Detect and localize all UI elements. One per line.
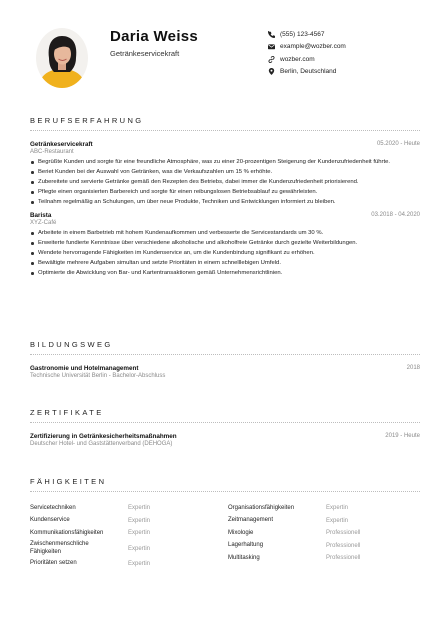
skill-row xyxy=(30,515,220,528)
skill-row xyxy=(228,502,418,515)
skill-name: Mixologie xyxy=(228,529,254,536)
location-icon xyxy=(268,68,280,75)
experience-entry xyxy=(30,141,420,206)
section-divider xyxy=(30,130,420,131)
bullet-item: Teilnahm regelmäßig an Schulungen, um über neue Produkte, Techniken und Entwicklungen informiert zu bleiben. xyxy=(30,198,420,206)
section-divider xyxy=(30,422,420,423)
candidate-name: Daria Weiss xyxy=(110,28,199,45)
entry-title: Zertifizierung in Getränkesicherheitsmaßnahmen xyxy=(30,433,177,440)
entry-date: 03.2018 - 04.2020 xyxy=(371,212,420,218)
skill-level: Professionell xyxy=(326,555,361,562)
experience-section xyxy=(30,116,420,279)
experience-entry xyxy=(30,212,420,277)
section-title: BILDUNGSWEG xyxy=(30,340,113,349)
section-divider xyxy=(30,491,420,492)
skill-name: Kommunikationsfähigkeiten xyxy=(30,529,104,536)
entry-title: Getränkeservicekraft xyxy=(30,141,93,148)
contact-phone xyxy=(268,28,428,41)
skill-name: Multitasking xyxy=(228,554,260,561)
skill-name: Prioritäten setzen xyxy=(30,560,77,566)
skill-level: Professionell xyxy=(326,542,361,549)
profile-photo xyxy=(36,28,88,88)
contact-email-text[interactable]: example@wozber.com xyxy=(280,43,346,51)
bullet-item: Zubereitete und servierte Getränke gemäß den Rezepten des Betriebs, dabei immer die Kundenzufriedenheit priorisierend. xyxy=(30,178,420,186)
skills-grid xyxy=(30,502,420,582)
resume-header xyxy=(30,24,420,94)
certificates-section xyxy=(30,408,420,447)
skill-row xyxy=(30,558,220,571)
contact-list xyxy=(268,28,428,78)
contact-location xyxy=(268,66,428,79)
candidate-role: Getränkeservicekraft xyxy=(110,49,180,58)
certificate-entry xyxy=(30,433,420,447)
skill-row xyxy=(228,527,418,540)
email-icon xyxy=(268,43,280,50)
skill-level: Expertin xyxy=(326,517,349,524)
section-divider xyxy=(30,354,420,355)
bullet-item: Bewältigte mehrere Aufgaben simultan und setzte Prioritäten in einem schnelllebigen Umfeld. xyxy=(30,259,420,267)
skill-row xyxy=(30,502,220,515)
bullet-item: Beriet Kunden bei der Auswahl von Getränken, was die Verkaufszahlen um 15 % erhöhte. xyxy=(30,168,420,176)
contact-website-text[interactable]: wozber.com xyxy=(280,55,315,63)
entry-title: Gastronomie und Hotelmanagement xyxy=(30,365,139,372)
contact-phone-text: (555) 123-4567 xyxy=(280,30,325,38)
entry-institution: Technische Universität Berlin - Bachelor-Abschluss xyxy=(30,373,166,379)
skill-name: Lagerhaltung xyxy=(228,542,264,548)
phone-icon xyxy=(268,31,280,38)
entry-company: XYZ-Café xyxy=(30,220,57,226)
entry-issuer: Deutscher Hotel- und Gaststättenverband (DEHOGA) xyxy=(30,441,173,447)
entry-title: Barista xyxy=(30,212,52,219)
bullet-item: Optimierte die Abwicklung von Bar- und Kartentransaktionen gemäß Unternehmensrichtlinien. xyxy=(30,269,420,277)
bullet-item: Begrüßte Kunden und sorgte für eine freundliche Atmosphäre, was zu einer 20-prozentigen Steigerung der Kundenzufriedenheit führte. xyxy=(30,158,420,166)
skill-level: Expertin xyxy=(128,505,151,512)
skill-name: Servicetechniken xyxy=(30,504,76,511)
skill-name: Organisationsfähigkeiten xyxy=(228,504,295,511)
link-icon xyxy=(268,56,280,63)
bullet-item: Arbeitete in einem Barbetrieb mit hohem Kundenaufkommen und verbesserte die Servicestandards um 30 %. xyxy=(30,229,420,237)
bullet-list xyxy=(30,229,420,277)
skill-row xyxy=(228,515,418,528)
skill-name: Kundenservice xyxy=(30,517,70,523)
skill-row xyxy=(228,552,418,565)
entry-company: ABC-Restaurant xyxy=(30,149,74,155)
skill-row xyxy=(30,540,220,558)
bullet-item: Pflegte einen organisierten Barbereich und sorgte für einen reibungslosen Betriebsablauf zu gewährleisten. xyxy=(30,188,420,196)
bullet-item: Wendete hervorragende Fähigkeiten im Kundenservice an, um die Kundenbindung signifikant zu erhöhen. xyxy=(30,249,420,257)
entry-date: 2019 - Heute xyxy=(385,433,420,439)
contact-email xyxy=(268,41,428,54)
education-section xyxy=(30,340,420,379)
skill-level: Expertin xyxy=(128,530,151,537)
entry-date: 2018 xyxy=(406,365,420,371)
skill-level: Expertin xyxy=(128,560,151,567)
skill-name: Zeitmanagement xyxy=(228,517,274,523)
bullet-item: Erweiterte fundierte Kenntnisse über verschiedene alkoholische und alkoholfreie Getränke durch gezielte Weiterbildungen. xyxy=(30,239,420,247)
skill-row xyxy=(228,540,418,553)
avatar xyxy=(36,28,88,88)
skills-column-right xyxy=(228,502,418,565)
contact-website xyxy=(268,53,428,66)
skills-section xyxy=(30,477,420,582)
contact-location-text: Berlin, Deutschland xyxy=(280,68,337,76)
skill-level: Expertin xyxy=(128,545,151,552)
education-entry xyxy=(30,365,420,379)
skill-row xyxy=(30,527,220,540)
section-title: FÄHIGKEITEN xyxy=(30,477,107,486)
entry-date: 05.2020 - Heute xyxy=(376,141,420,147)
section-title: ZERTIFIKATE xyxy=(30,408,104,417)
skill-name: Zwischenmenschliche Fähigkeiten xyxy=(30,541,89,555)
skill-level: Professionell xyxy=(326,530,361,537)
skills-column-left xyxy=(30,502,220,570)
bullet-list xyxy=(30,158,420,206)
skill-level: Expertin xyxy=(128,517,151,524)
skill-level: Expertin xyxy=(326,505,349,512)
section-title: BERUFSERFAHRUNG xyxy=(30,116,144,125)
